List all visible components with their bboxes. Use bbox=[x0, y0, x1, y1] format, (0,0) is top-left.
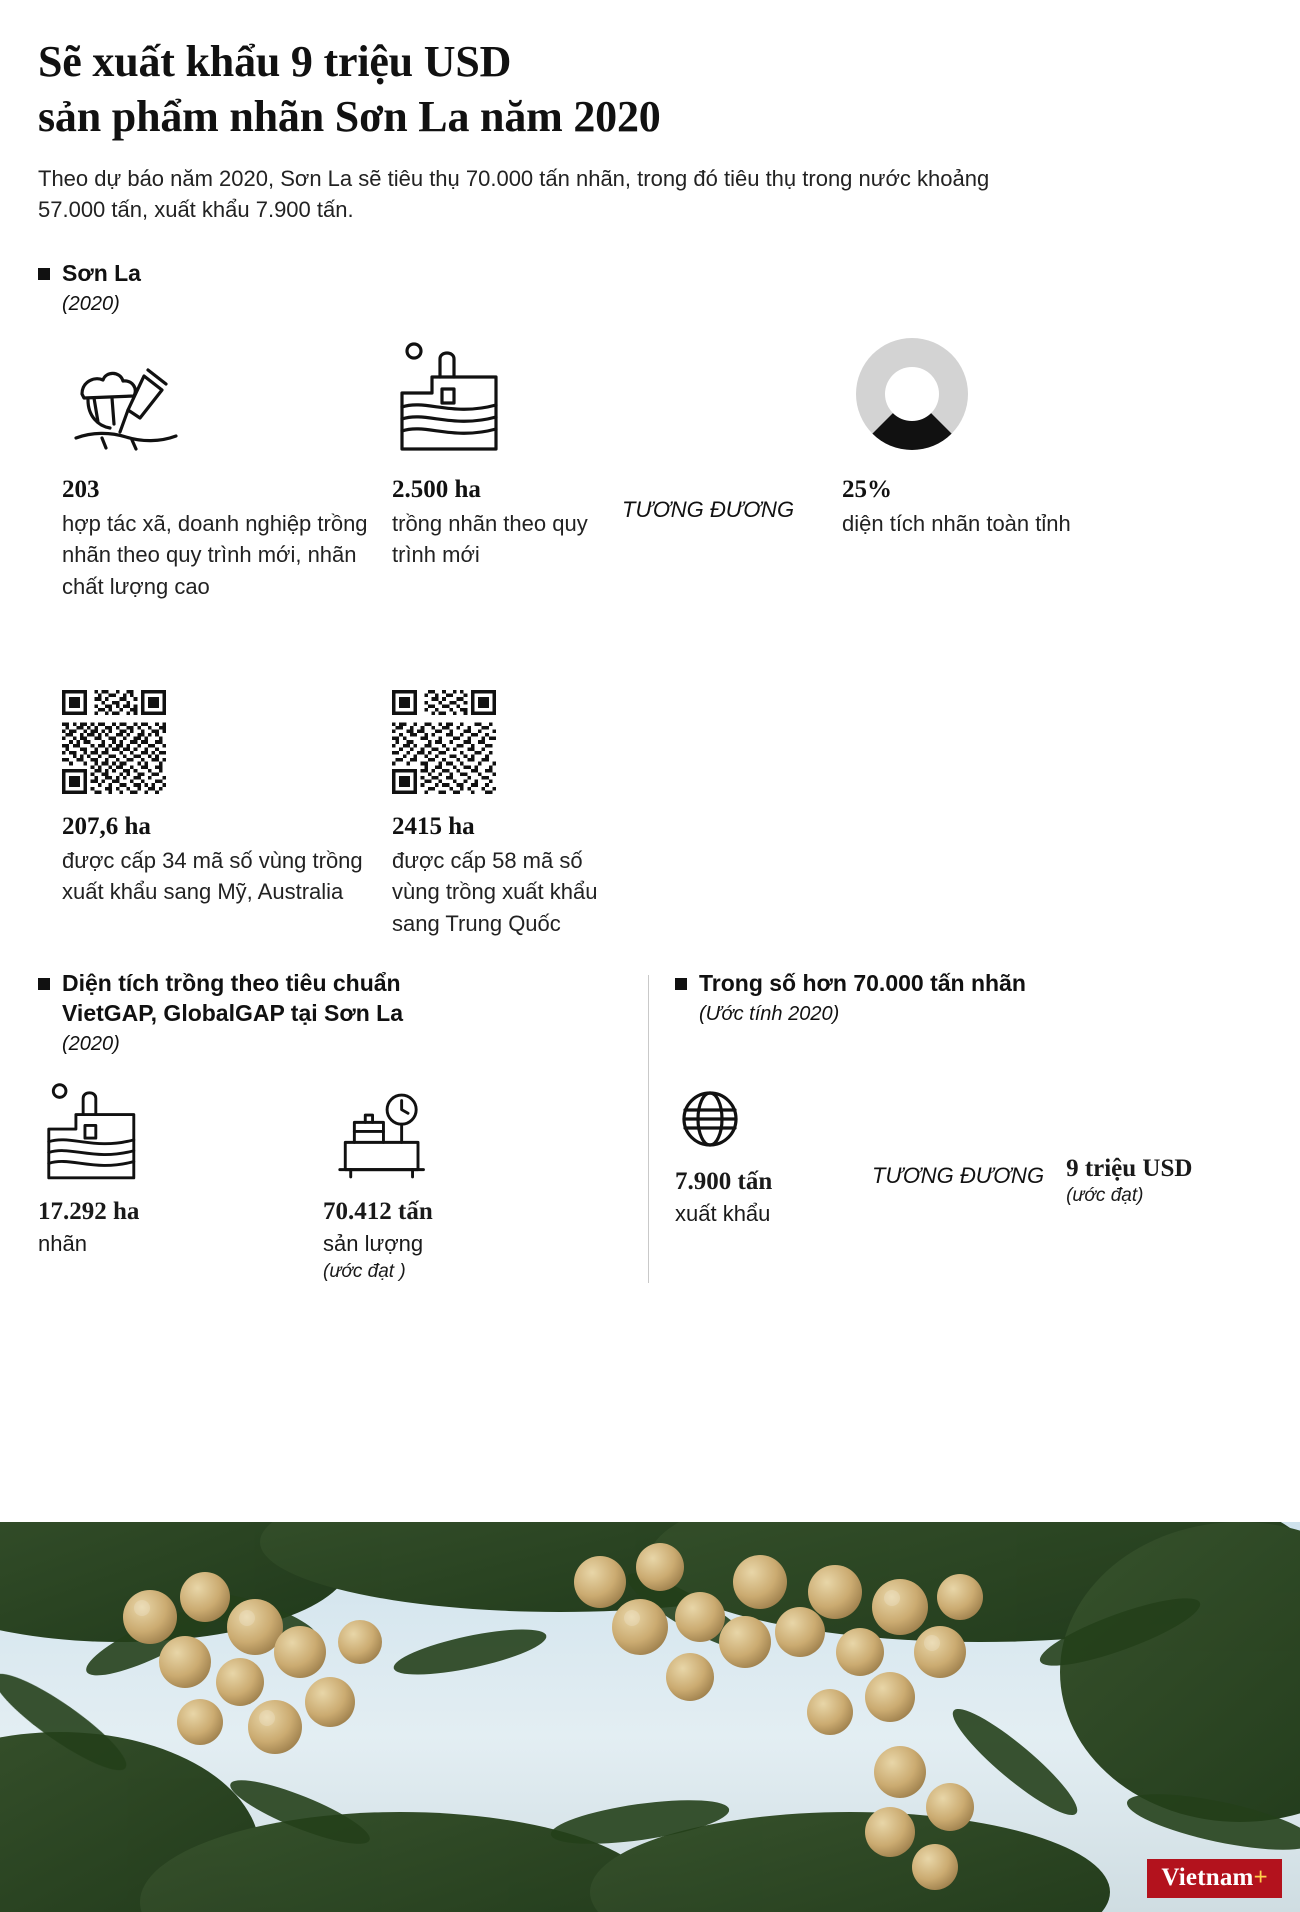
stat-cooperatives-label: hợp tác xã, doanh nghiệp trồng nhãn theo quy trình mới, nhãn chất lượng cao bbox=[62, 511, 368, 599]
page-title-line2: sản phẩm nhãn Sơn La năm 2020 bbox=[38, 92, 661, 142]
stat-china-codes-label: được cấp 58 mã số vùng trồng xuất khẩu sang Trung Quốc bbox=[392, 848, 598, 936]
page-subtitle: Theo dự báo năm 2020, Sơn La sẽ tiêu thụ 70.000 tấn nhãn, trong đó tiêu thụ trong nước khoảng 57.000 tấn, xuất khẩu 7.900 tấn. bbox=[38, 165, 990, 223]
stat-us-australia-codes-value: 207,6 ha bbox=[62, 813, 151, 841]
stat-vietgap-area bbox=[38, 1082, 323, 1283]
page-title bbox=[38, 34, 1260, 145]
stat-us-australia-codes-label: được cấp 34 mã số vùng trồng xuất khẩu sang Mỹ, Australia bbox=[62, 848, 363, 905]
section-son-la-title: Sơn La bbox=[62, 260, 141, 287]
vietnamplus-logo bbox=[1147, 1859, 1282, 1898]
section-vietgap bbox=[38, 969, 648, 1283]
globe-icon bbox=[675, 1052, 850, 1156]
square-bullet-icon bbox=[675, 978, 687, 990]
qr-code-icon bbox=[392, 690, 622, 799]
stat-cooperatives bbox=[38, 342, 392, 602]
square-bullet-icon bbox=[38, 978, 50, 990]
stats-row-qr bbox=[38, 690, 1260, 939]
bottom-panels bbox=[38, 969, 1260, 1283]
section-vietgap-title-line2: VietGAP, GlobalGAP tại Sơn La bbox=[62, 999, 404, 1026]
stats-row-primary bbox=[38, 342, 1260, 672]
stat-export-value bbox=[1066, 1143, 1192, 1229]
stat-output-value: 70.412 tấn bbox=[323, 1197, 433, 1225]
stat-export-value-note: (ước đạt) bbox=[1066, 1185, 1144, 1207]
vietgap-stats bbox=[38, 1082, 628, 1283]
stat-output-label: sản lượng bbox=[323, 1230, 424, 1256]
longan-photo bbox=[0, 1522, 1300, 1912]
farm-field-icon bbox=[38, 1082, 323, 1186]
farm-field-icon bbox=[392, 342, 622, 462]
section-son-la-header bbox=[38, 259, 1260, 289]
equivalence-label-1: TƯƠNG ĐƯƠNG bbox=[622, 497, 795, 523]
stat-china-codes-value: 2415 ha bbox=[392, 813, 475, 841]
section-son-la-subtitle: (2020) bbox=[62, 293, 120, 316]
section-vietgap-subtitle: (2020) bbox=[62, 1032, 120, 1055]
section-export-title: Trong số hơn 70.000 tấn nhãn bbox=[699, 969, 1026, 996]
page-title-line1: Sẽ xuất khẩu 9 triệu USD bbox=[38, 37, 512, 86]
qr-code-icon bbox=[62, 690, 392, 799]
stat-province-share bbox=[842, 342, 1102, 539]
logo-text: Vietnam bbox=[1161, 1864, 1254, 1891]
stat-province-share-label: diện tích nhãn toàn tỉnh bbox=[842, 511, 1071, 537]
export-stats bbox=[675, 1052, 1260, 1229]
stat-export-volume-value: 7.900 tấn bbox=[675, 1167, 773, 1195]
stat-new-process-area-value: 2.500 ha bbox=[392, 476, 481, 504]
equivalence-label-2: TƯƠNG ĐƯƠNG bbox=[872, 1163, 1045, 1189]
logo-plus: + bbox=[1253, 1864, 1268, 1891]
stat-us-australia-codes bbox=[38, 690, 392, 939]
stat-vietgap-area-value: 17.292 ha bbox=[38, 1197, 140, 1225]
stat-china-codes bbox=[392, 690, 622, 939]
weighing-scale-icon bbox=[323, 1082, 608, 1186]
panel-divider bbox=[648, 975, 649, 1283]
stat-province-share-value: 25% bbox=[842, 476, 892, 504]
stat-new-process-area bbox=[392, 342, 622, 570]
equivalence-note-1 bbox=[622, 342, 842, 523]
stat-export-volume-label: xuất khẩu bbox=[675, 1200, 771, 1226]
planting-icon bbox=[62, 342, 392, 462]
stat-cooperatives-value: 203 bbox=[62, 476, 100, 504]
stat-output-note: (ước đạt ) bbox=[323, 1261, 406, 1283]
stat-vietgap-area-label: nhãn bbox=[38, 1230, 87, 1256]
stat-new-process-area-label: trồng nhãn theo quy trình mới bbox=[392, 511, 588, 568]
section-export bbox=[675, 969, 1260, 1283]
section-export-subtitle: (Ước tính 2020) bbox=[699, 1002, 840, 1025]
stat-export-volume bbox=[675, 1052, 850, 1229]
section-vietgap-title-line1: Diện tích trồng theo tiêu chuẩn bbox=[62, 969, 401, 996]
stat-output bbox=[323, 1082, 608, 1283]
section-vietgap-header bbox=[38, 969, 628, 1029]
stat-export-value-value: 9 triệu USD bbox=[1066, 1155, 1193, 1183]
section-export-header bbox=[675, 969, 1260, 999]
equivalence-note-2 bbox=[872, 1163, 1044, 1229]
donut-chart-icon bbox=[842, 342, 1102, 462]
square-bullet-icon bbox=[38, 268, 50, 280]
